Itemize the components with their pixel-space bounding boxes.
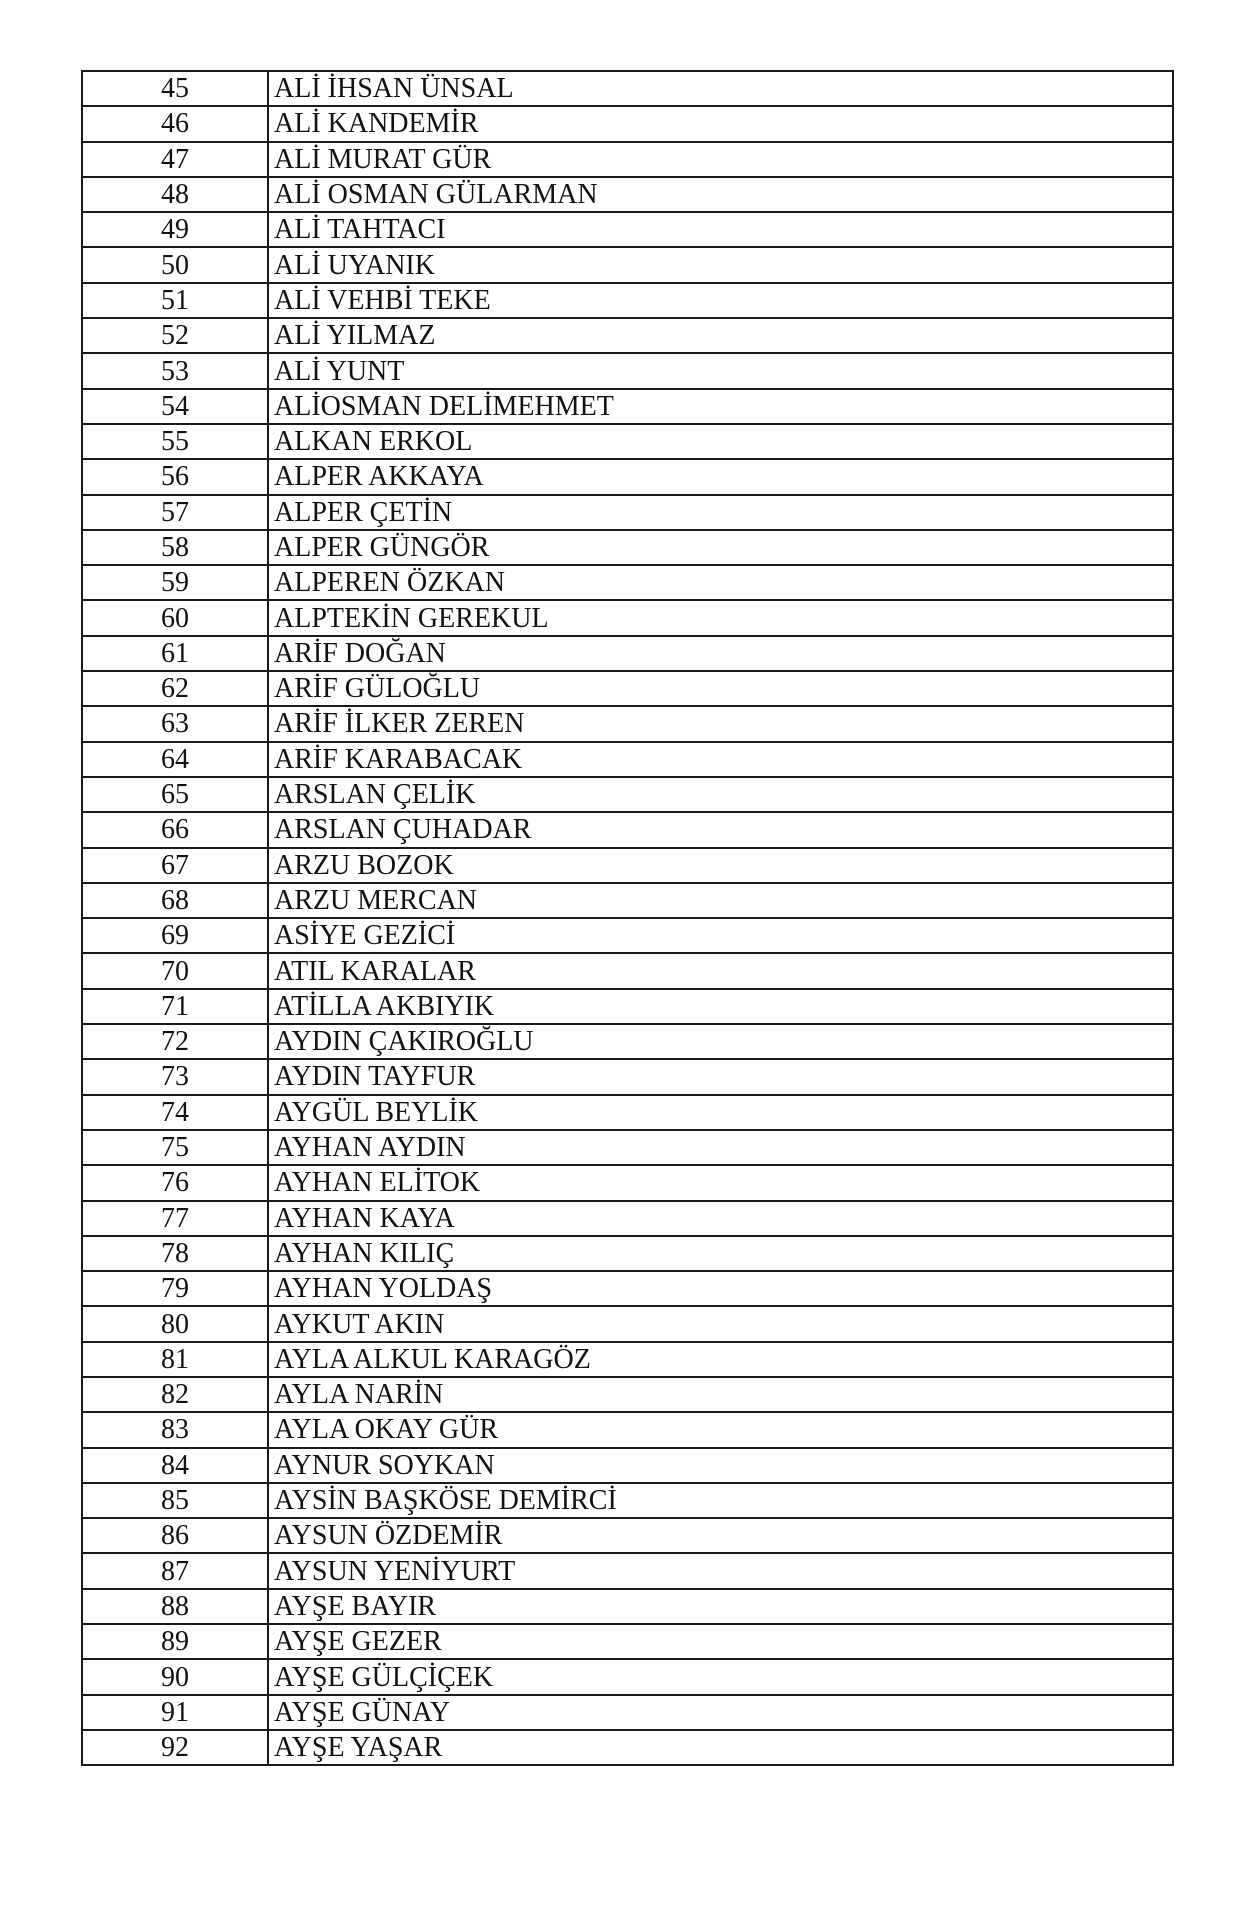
person-name: AYKUT AKIN: [268, 1306, 1173, 1341]
table-row: [82, 636, 1173, 671]
row-number: 52: [82, 318, 268, 353]
row-number: 77: [82, 1201, 268, 1236]
row-number: 89: [82, 1624, 268, 1659]
person-name: ATIL KARALAR: [268, 953, 1173, 988]
row-number: 67: [82, 848, 268, 883]
person-name: AYŞE GÜNAY: [268, 1695, 1173, 1730]
row-number: 62: [82, 671, 268, 706]
person-name: AYNUR SOYKAN: [268, 1448, 1173, 1483]
row-number: 73: [82, 1059, 268, 1094]
row-number: 45: [82, 71, 268, 106]
table-row: [82, 1589, 1173, 1624]
table-row: [82, 1483, 1173, 1518]
person-name: ALİ İHSAN ÜNSAL: [268, 71, 1173, 106]
person-name: AYSUN YENİYURT: [268, 1553, 1173, 1588]
person-name: ALİ TAHTACI: [268, 212, 1173, 247]
row-number: 61: [82, 636, 268, 671]
row-number: 83: [82, 1412, 268, 1447]
person-name: ARSLAN ÇUHADAR: [268, 812, 1173, 847]
row-number: 56: [82, 459, 268, 494]
table-row: [82, 106, 1173, 141]
table-row: [82, 953, 1173, 988]
table-row: [82, 71, 1173, 106]
table-row: [82, 1095, 1173, 1130]
table-row: [82, 353, 1173, 388]
person-name: AYDIN ÇAKIROĞLU: [268, 1024, 1173, 1059]
row-number: 72: [82, 1024, 268, 1059]
row-number: 51: [82, 283, 268, 318]
row-number: 71: [82, 989, 268, 1024]
person-name: AYLA OKAY GÜR: [268, 1412, 1173, 1447]
row-number: 63: [82, 706, 268, 741]
table-row: [82, 918, 1173, 953]
person-name: AYŞE GÜLÇİÇEK: [268, 1659, 1173, 1694]
table-row: [82, 1271, 1173, 1306]
table-row: [82, 424, 1173, 459]
table-row: [82, 1448, 1173, 1483]
person-name: ALİ OSMAN GÜLARMAN: [268, 177, 1173, 212]
table-row: [82, 1165, 1173, 1200]
table-row: [82, 1236, 1173, 1271]
row-number: 48: [82, 177, 268, 212]
table-row: [82, 283, 1173, 318]
row-number: 80: [82, 1306, 268, 1341]
person-name: ALİ YUNT: [268, 353, 1173, 388]
row-number: 60: [82, 600, 268, 635]
person-name: ALİ UYANIK: [268, 247, 1173, 282]
person-name: ARİF KARABACAK: [268, 742, 1173, 777]
table-row: [82, 495, 1173, 530]
row-number: 90: [82, 1659, 268, 1694]
person-name: ARZU BOZOK: [268, 848, 1173, 883]
row-number: 82: [82, 1377, 268, 1412]
person-name: AYDIN TAYFUR: [268, 1059, 1173, 1094]
table-row: [82, 600, 1173, 635]
row-number: 49: [82, 212, 268, 247]
person-name: AYHAN ELİTOK: [268, 1165, 1173, 1200]
table-row: [82, 247, 1173, 282]
row-number: 68: [82, 883, 268, 918]
person-name: AYSİN BAŞKÖSE DEMİRCİ: [268, 1483, 1173, 1518]
person-name: ARİF İLKER ZEREN: [268, 706, 1173, 741]
table-row: [82, 706, 1173, 741]
table-row: [82, 1518, 1173, 1553]
person-name: ARSLAN ÇELİK: [268, 777, 1173, 812]
row-number: 79: [82, 1271, 268, 1306]
row-number: 85: [82, 1483, 268, 1518]
table-row: [82, 883, 1173, 918]
person-name: ALİ VEHBİ TEKE: [268, 283, 1173, 318]
table-row: [82, 1730, 1173, 1765]
row-number: 84: [82, 1448, 268, 1483]
table-row: [82, 1130, 1173, 1165]
person-name: AYHAN KILIÇ: [268, 1236, 1173, 1271]
row-number: 47: [82, 142, 268, 177]
row-number: 87: [82, 1553, 268, 1588]
table-row: [82, 459, 1173, 494]
row-number: 81: [82, 1342, 268, 1377]
person-name: AYSUN ÖZDEMİR: [268, 1518, 1173, 1553]
person-name: ATİLLA AKBIYIK: [268, 989, 1173, 1024]
row-number: 55: [82, 424, 268, 459]
table-row: [82, 177, 1173, 212]
person-name: AYHAN YOLDAŞ: [268, 1271, 1173, 1306]
table-row: [82, 812, 1173, 847]
row-number: 78: [82, 1236, 268, 1271]
person-name: AYGÜL BEYLİK: [268, 1095, 1173, 1130]
person-name: ARİF DOĞAN: [268, 636, 1173, 671]
table-row: [82, 565, 1173, 600]
row-number: 75: [82, 1130, 268, 1165]
person-name: ALPTEKİN GEREKUL: [268, 600, 1173, 635]
table-row: [82, 1201, 1173, 1236]
table-row: [82, 1377, 1173, 1412]
row-number: 69: [82, 918, 268, 953]
person-name: ALPEREN ÖZKAN: [268, 565, 1173, 600]
table-row: [82, 1695, 1173, 1730]
table-row: [82, 1412, 1173, 1447]
name-list-body: [82, 71, 1173, 1765]
person-name: AYHAN AYDIN: [268, 1130, 1173, 1165]
table-row: [82, 1024, 1173, 1059]
table-row: [82, 671, 1173, 706]
row-number: 76: [82, 1165, 268, 1200]
person-name: AYŞE GEZER: [268, 1624, 1173, 1659]
person-name: ALPER GÜNGÖR: [268, 530, 1173, 565]
person-name: ALİ YILMAZ: [268, 318, 1173, 353]
row-number: 65: [82, 777, 268, 812]
person-name: ALPER AKKAYA: [268, 459, 1173, 494]
row-number: 74: [82, 1095, 268, 1130]
table-row: [82, 389, 1173, 424]
row-number: 88: [82, 1589, 268, 1624]
row-number: 59: [82, 565, 268, 600]
person-name: ALİOSMAN DELİMEHMET: [268, 389, 1173, 424]
row-number: 86: [82, 1518, 268, 1553]
person-name: ASİYE GEZİCİ: [268, 918, 1173, 953]
row-number: 64: [82, 742, 268, 777]
name-list-table: [81, 70, 1174, 1766]
row-number: 57: [82, 495, 268, 530]
table-row: [82, 530, 1173, 565]
table-row: [82, 1342, 1173, 1377]
row-number: 92: [82, 1730, 268, 1765]
row-number: 91: [82, 1695, 268, 1730]
row-number: 46: [82, 106, 268, 141]
table-row: [82, 142, 1173, 177]
person-name: ARZU MERCAN: [268, 883, 1173, 918]
row-number: 54: [82, 389, 268, 424]
person-name: AYŞE BAYIR: [268, 1589, 1173, 1624]
table-row: [82, 1624, 1173, 1659]
person-name: ALPER ÇETİN: [268, 495, 1173, 530]
row-number: 53: [82, 353, 268, 388]
row-number: 50: [82, 247, 268, 282]
person-name: AYŞE YAŞAR: [268, 1730, 1173, 1765]
table-row: [82, 989, 1173, 1024]
table-row: [82, 848, 1173, 883]
person-name: ARİF GÜLOĞLU: [268, 671, 1173, 706]
person-name: ALİ MURAT GÜR: [268, 142, 1173, 177]
table-row: [82, 1659, 1173, 1694]
row-number: 58: [82, 530, 268, 565]
person-name: ALİ KANDEMİR: [268, 106, 1173, 141]
table-row: [82, 1553, 1173, 1588]
table-row: [82, 1306, 1173, 1341]
person-name: ALKAN ERKOL: [268, 424, 1173, 459]
table-row: [82, 742, 1173, 777]
table-row: [82, 318, 1173, 353]
row-number: 66: [82, 812, 268, 847]
table-row: [82, 212, 1173, 247]
table-row: [82, 777, 1173, 812]
row-number: 70: [82, 953, 268, 988]
person-name: AYLA NARİN: [268, 1377, 1173, 1412]
person-name: AYLA ALKUL KARAGÖZ: [268, 1342, 1173, 1377]
person-name: AYHAN KAYA: [268, 1201, 1173, 1236]
table-row: [82, 1059, 1173, 1094]
